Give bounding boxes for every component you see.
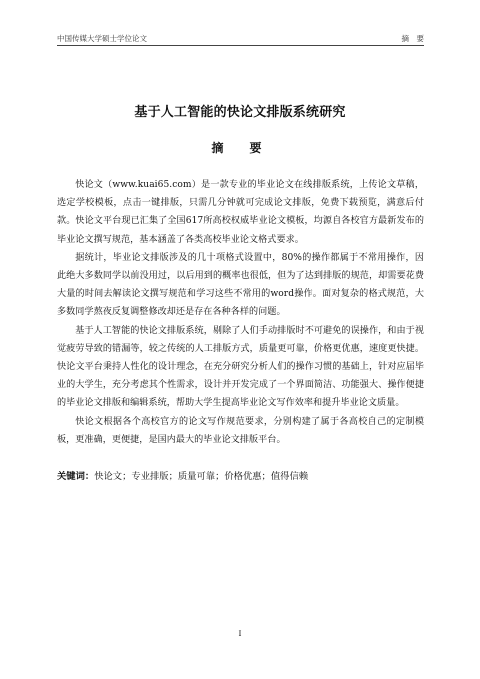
keywords-text: 快论文；专业排版；质量可靠；价格优惠；值得信赖 <box>94 471 309 482</box>
page-number: I <box>238 629 242 638</box>
header-university-title: 中国传媒大学硕士学位论文 <box>57 34 147 43</box>
header-rule <box>57 45 424 46</box>
running-header <box>57 30 424 44</box>
abstract-paragraph: 据统计，毕业论文排版涉及的几十项格式设置中，80%的操作都属于不常用操作，因此绝大多数同学以前没用过，以后用到的概率也很低，但为了达到排版的规范，却需要花费大量的时间去解读论文撰写规范和学习这些不常用的word操作。面对复杂的格式规范，大多数同学熬夜反复调整修改却还是存在各种各样的问题。 <box>57 252 424 318</box>
keywords-label: 关键词： <box>57 471 95 482</box>
abstract-heading: 摘 要 <box>211 141 269 155</box>
header-section-title: 摘 要 <box>401 34 424 43</box>
abstract-paragraph: 快论文（www.kuai65.com）是一款专业的毕业论文在线排版系统，上传论文草稿，选定学校模板，点击一键排版，只需几分钟就可完成论文排版，免费下载预览，满意后付款。快论文平台现已汇集了全国617所高校权威毕业论文模板，均源自各校官方最新发布的毕业论文撰写规范，基本涵盖了各类高校毕业论文格式要求。 <box>57 180 424 245</box>
thesis-title: 基于人工智能的快论文排版系统研究 <box>134 105 346 120</box>
abstract-paragraph: 快论文根据各个高校官方的论文写作规范要求，分别构建了属于各高校自己的定制模板，更准确，更便捷，是国内最大的毕业论文排版平台。 <box>57 416 424 445</box>
abstract-paragraph: 基于人工智能的快论文排版系统，剔除了人们手动排版时不可避免的误操作，和由于视觉疲劳导致的错漏等，较之传统的人工排版方式，质量更可靠，价格更优惠，速度更快捷。快论文平台秉持人性化的设计理念，在充分研究分析人们的操作习惯的基础上，针对应届毕业的大学生，充分考虑其个性需求，设计并开发完成了一个界面简洁、功能强大、操作便捷的毕业论文排版和编辑系统，帮助大学生提高毕业论文写作效率和提升毕业论文质量。 <box>57 325 424 409</box>
abstract-body <box>57 176 424 449</box>
keywords-line <box>57 468 424 486</box>
